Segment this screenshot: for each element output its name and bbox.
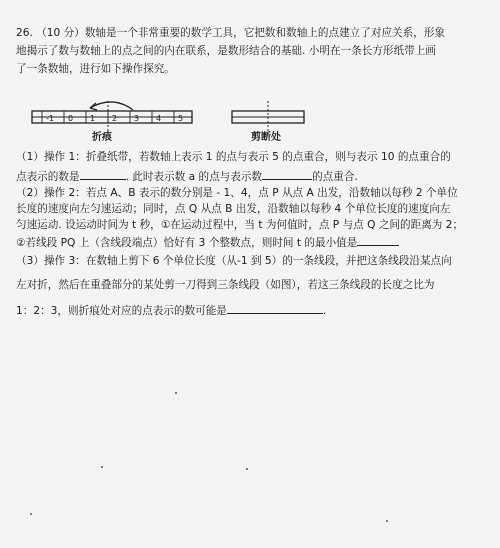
tick-label: 2	[112, 114, 118, 123]
scan-speck	[101, 466, 103, 468]
part1-text-a: 点表示的数是	[16, 171, 80, 183]
answer-blank-4[interactable]	[227, 302, 323, 314]
part3-text-a: 1：2：3，则折痕处对应的点表示的数可能是	[16, 305, 227, 317]
tick-label: 3	[134, 114, 140, 123]
scan-speck	[246, 468, 248, 470]
problem-line-3: 了一条数轴，进行如下操作探究。	[16, 63, 175, 75]
part2-line-1: （2）操作 2：若点 A、B 表示的数分别是 - 1、4，点 P 从点 A 出发，沿数轴以每秒 2 个单位	[16, 187, 458, 199]
fold-arrow	[90, 102, 133, 110]
answer-blank-1[interactable]	[80, 168, 126, 180]
part1-text-b: . 此时表示数 a 的点与表示数	[125, 171, 263, 183]
problem-line-1: 26. （10 分）数轴是一个非常重要的数学工具，它把数和数轴上的点建立了对应关系，形象	[16, 27, 446, 39]
part1-text-c: 的点重合.	[312, 171, 358, 183]
fold-caption: 折痕	[92, 132, 112, 143]
part1-line-1: （1）操作 1：折叠纸带，若数轴上表示 1 的点与表示 5 的点重合，则与表示 10 的点重合的	[16, 151, 451, 163]
part3-line-1: （3）操作 3：在数轴上剪下 6 个单位长度（从-1 到 5）的一条线段，并把这条线段沿某点向	[16, 255, 452, 267]
paper-strip-diagram	[28, 92, 328, 142]
part3-line-3	[16, 302, 488, 318]
part3-line-2: 左对折，然后在重叠部分的某处剪一刀得到三条线段（如图），若这三条线段的长度之比为	[16, 279, 435, 291]
tick-label: 0	[68, 114, 74, 123]
part1-line-2	[16, 168, 488, 184]
answer-blank-3[interactable]	[357, 234, 399, 246]
answer-blank-2[interactable]	[262, 168, 312, 180]
part3-text-b: .	[322, 305, 327, 317]
cut-caption: 剪断处	[251, 132, 281, 143]
part2-line-2: 长度的速度向左匀速运动；同时，点 Q 从点 B 出发，沿数轴以每秒 4 个单位长度的速度向左	[16, 203, 451, 215]
tick-label: 5	[178, 114, 184, 123]
number-line-figure	[28, 92, 328, 142]
tick-label: 1	[90, 114, 96, 123]
scan-speck	[30, 513, 32, 515]
tick-label: 4	[156, 114, 162, 123]
problem-line-2: 地揭示了数与数轴上的点之间的内在联系，是数形结合的基础. 小明在一条长方形纸带上画	[16, 45, 436, 57]
part2-line-4	[16, 234, 488, 250]
scan-speck	[175, 392, 177, 394]
scan-speck	[386, 520, 388, 522]
tick-label: -1	[46, 114, 54, 123]
part2-text-a: ②若线段 PQ 上（含线段端点）恰好有 3 个整数点，则时间 t 的最小值是	[16, 237, 358, 249]
part2-line-3: 匀速运动. 设运动时间为 t 秒，①在运动过程中，当 t 为何值时，点 P 与点 Q 之间的距离为 2；	[16, 219, 464, 231]
